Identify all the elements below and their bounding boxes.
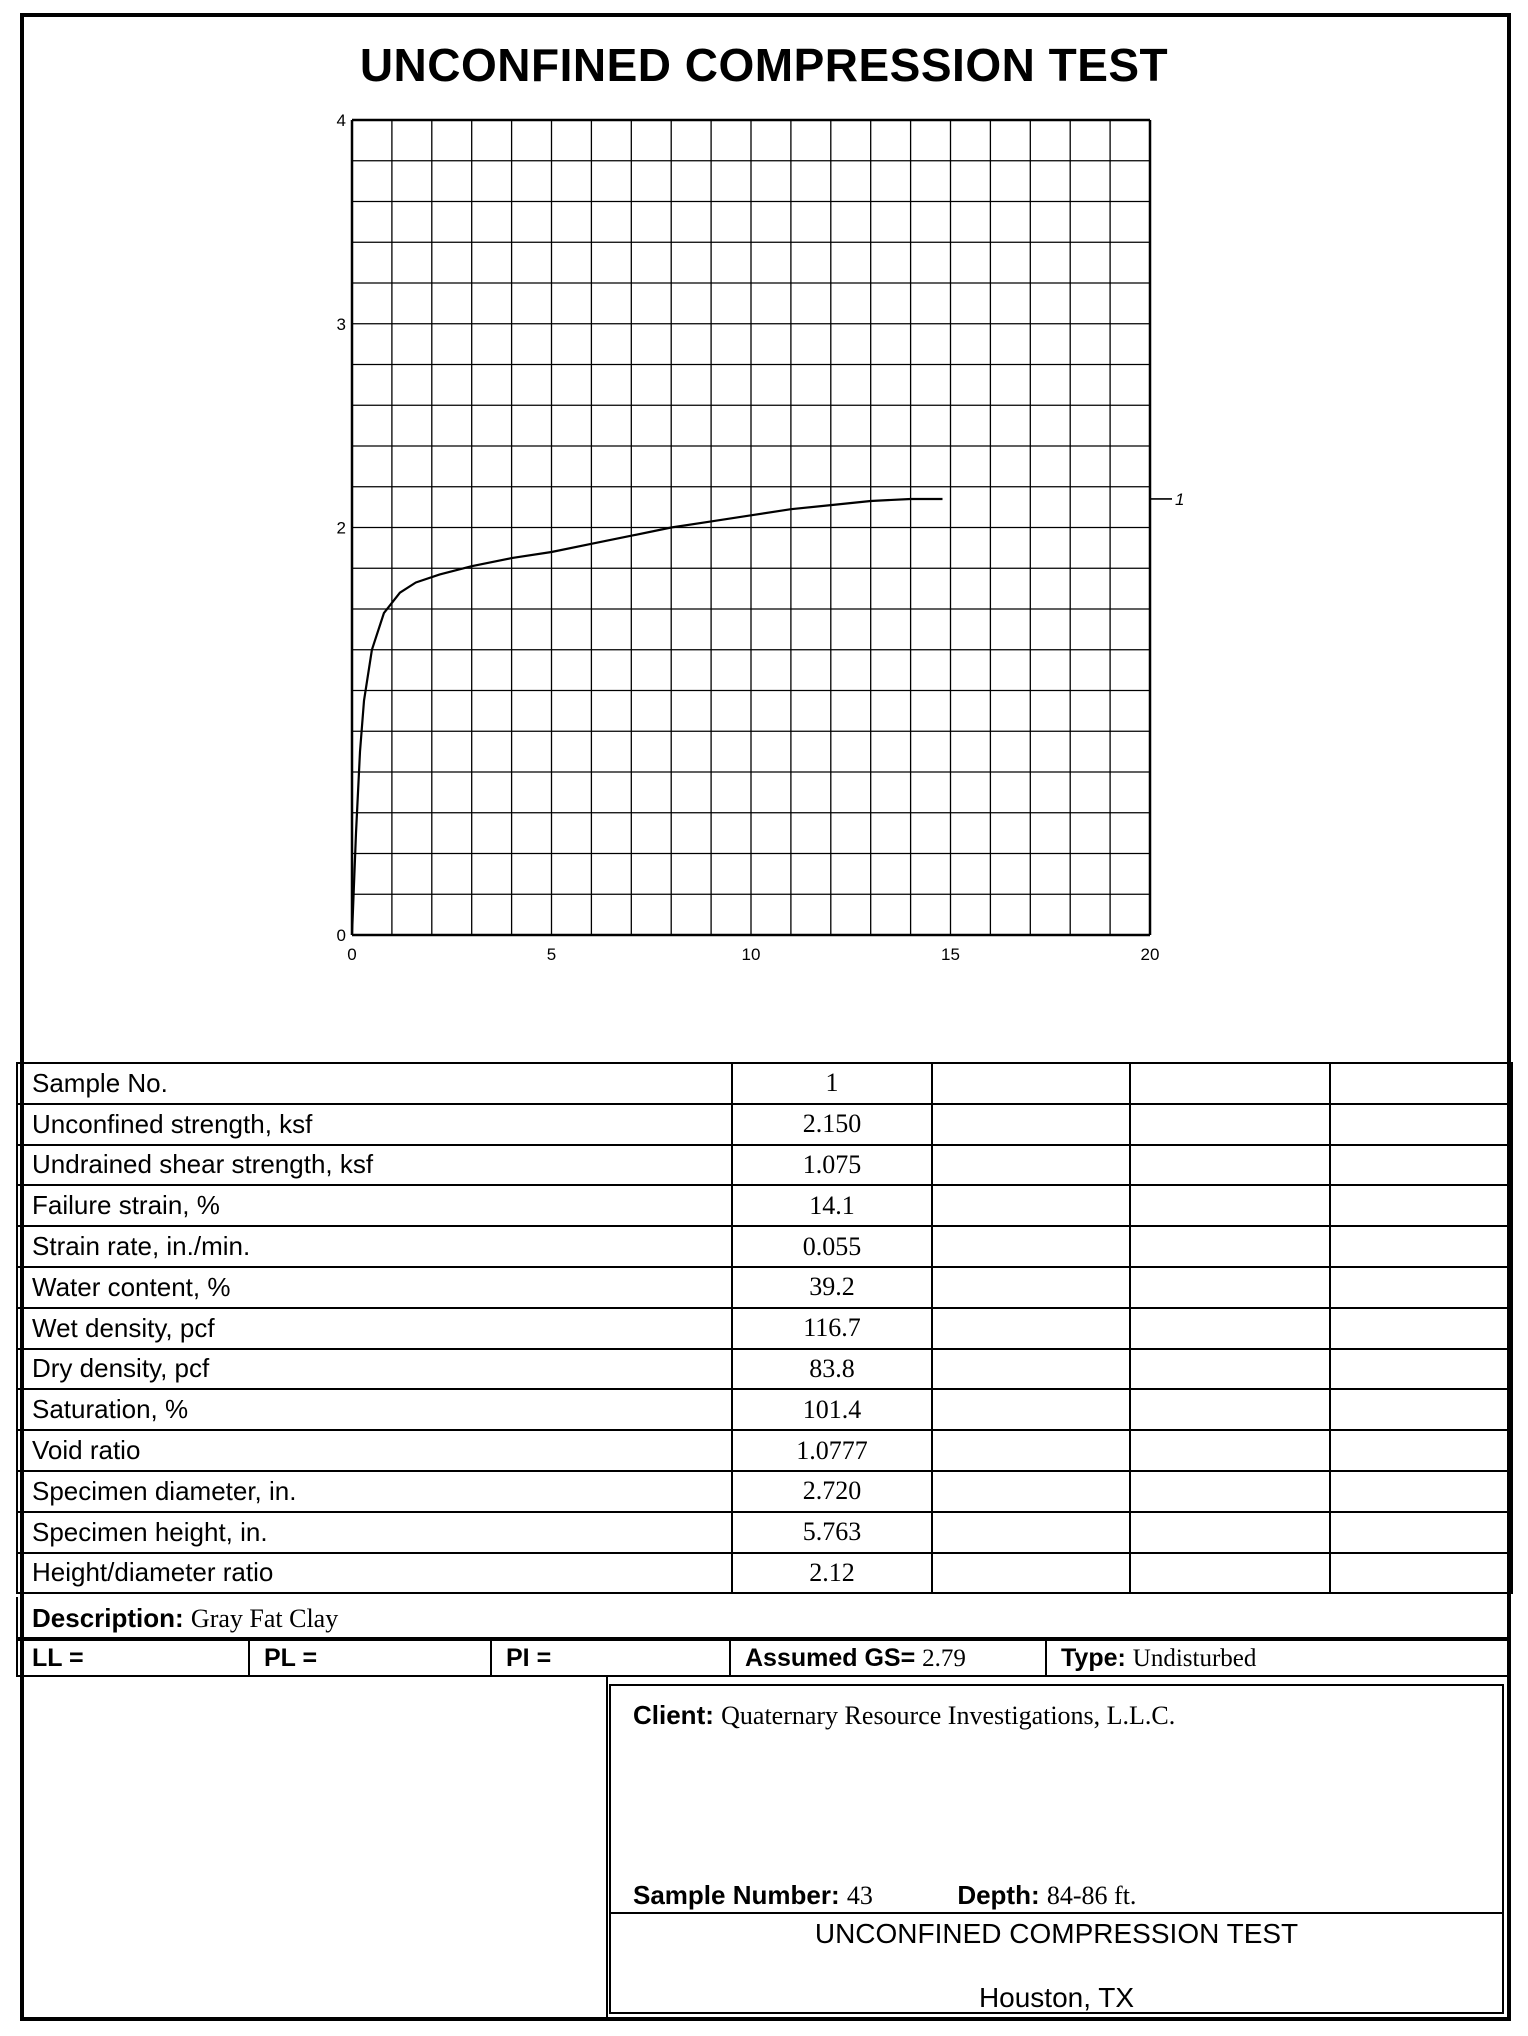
chart-series xyxy=(352,490,1184,935)
empty-cell xyxy=(1330,1267,1512,1308)
row-label: Height/diameter ratio xyxy=(17,1553,732,1594)
row-label: Failure strain, % xyxy=(17,1185,732,1226)
sample-number-label: Sample Number: xyxy=(633,1880,840,1910)
pi-cell: PI = xyxy=(492,1641,731,1675)
empty-cell xyxy=(932,1145,1130,1186)
row-value: 1 xyxy=(732,1063,932,1104)
x-tick-label: 0 xyxy=(347,945,357,964)
empty-cell xyxy=(932,1226,1130,1267)
table-row xyxy=(17,1308,1512,1349)
empty-cell xyxy=(1330,1104,1512,1145)
type-cell xyxy=(1047,1641,1509,1675)
row-value: 14.1 xyxy=(732,1185,932,1226)
empty-cell xyxy=(1130,1512,1330,1553)
empty-cell xyxy=(1130,1104,1330,1145)
gs-value: 2.79 xyxy=(922,1645,966,1672)
y-tick-label: 3 xyxy=(336,314,346,334)
x-tick-label: 20 xyxy=(1140,945,1160,964)
client-box xyxy=(609,1684,1504,2014)
empty-cell xyxy=(1330,1430,1512,1471)
row-label: Specimen height, in. xyxy=(17,1512,732,1553)
empty-cell xyxy=(1330,1349,1512,1390)
table-row xyxy=(17,1430,1512,1471)
depth-label: Depth: xyxy=(957,1880,1040,1910)
description-label: Description: xyxy=(32,1603,184,1633)
row-label: Void ratio xyxy=(17,1430,732,1471)
empty-cell xyxy=(1130,1471,1330,1512)
x-tick-label: 10 xyxy=(741,945,761,964)
description-value: Gray Fat Clay xyxy=(190,1604,339,1633)
empty-cell xyxy=(1130,1226,1330,1267)
empty-cell xyxy=(1330,1308,1512,1349)
table-row xyxy=(17,1389,1512,1430)
empty-cell xyxy=(1130,1063,1330,1104)
row-value: 5.763 xyxy=(732,1512,932,1553)
empty-cell xyxy=(1330,1145,1512,1186)
chart-grid xyxy=(352,120,1150,935)
empty-cell xyxy=(932,1063,1130,1104)
empty-cell xyxy=(1130,1553,1330,1594)
stress-strain-chart xyxy=(0,0,1528,1000)
table-row xyxy=(17,1267,1512,1308)
table-row xyxy=(17,1471,1512,1512)
table-row xyxy=(17,1349,1512,1390)
chart-tick-labels xyxy=(337,111,1160,964)
empty-cell xyxy=(1330,1063,1512,1104)
table-row xyxy=(17,1226,1512,1267)
gs-label: Assumed GS= xyxy=(745,1644,916,1672)
row-value: 1.0777 xyxy=(732,1430,932,1471)
row-value: 101.4 xyxy=(732,1389,932,1430)
empty-cell xyxy=(932,1104,1130,1145)
y-tick-label: 4 xyxy=(336,111,346,130)
empty-cell xyxy=(1130,1389,1330,1430)
results-table xyxy=(16,1062,1513,1594)
row-label: Unconfined strength, ksf xyxy=(17,1104,732,1145)
row-value: 2.150 xyxy=(732,1104,932,1145)
empty-cell xyxy=(1130,1349,1330,1390)
footer-divider xyxy=(606,1677,608,2017)
row-label: Dry density, pcf xyxy=(17,1349,732,1390)
y-tick-label: 0 xyxy=(336,926,346,945)
pl-cell: PL = xyxy=(250,1641,492,1675)
row-value: 83.8 xyxy=(732,1349,932,1390)
row-label: Wet density, pcf xyxy=(17,1308,732,1349)
row-value: 2.12 xyxy=(732,1553,932,1594)
row-value: 2.720 xyxy=(732,1471,932,1512)
row-label: Specimen diameter, in. xyxy=(17,1471,732,1512)
gs-cell xyxy=(731,1641,1047,1675)
client-value: Quaternary Resource Investigations, L.L.C. xyxy=(721,1701,1176,1730)
empty-cell xyxy=(932,1553,1130,1594)
empty-cell xyxy=(1330,1226,1512,1267)
table-row xyxy=(17,1553,1512,1594)
client-line xyxy=(633,1700,1175,1731)
report-city: Houston, TX xyxy=(978,1982,1135,2013)
sample-line xyxy=(633,1880,1136,1911)
row-label: Sample No. xyxy=(17,1063,732,1104)
page-title: UNCONFINED COMPRESSION TEST xyxy=(359,39,1169,91)
info-divider xyxy=(611,1912,1502,1914)
empty-cell xyxy=(1130,1145,1330,1186)
type-label: Type: xyxy=(1061,1644,1126,1672)
empty-cell xyxy=(932,1267,1130,1308)
row-value: 116.7 xyxy=(732,1308,932,1349)
report-title: UNCONFINED COMPRESSION TEST xyxy=(814,1918,1299,1949)
table-row xyxy=(17,1145,1512,1186)
empty-cell xyxy=(932,1389,1130,1430)
empty-cell xyxy=(1130,1430,1330,1471)
row-label: Saturation, % xyxy=(17,1389,732,1430)
empty-cell xyxy=(932,1471,1130,1512)
empty-cell xyxy=(1330,1512,1512,1553)
ll-cell: LL = xyxy=(18,1641,250,1675)
depth-value: 84-86 ft. xyxy=(1046,1881,1137,1910)
x-tick-label: 5 xyxy=(546,945,557,964)
description-row xyxy=(16,1597,1511,1639)
empty-cell xyxy=(1130,1267,1330,1308)
empty-cell xyxy=(932,1512,1130,1553)
series-tag-label: 1 xyxy=(1175,489,1185,509)
row-value: 39.2 xyxy=(732,1267,932,1308)
table-row xyxy=(17,1104,1512,1145)
empty-cell xyxy=(932,1430,1130,1471)
type-value: Undisturbed xyxy=(1132,1645,1257,1672)
row-label: Water content, % xyxy=(17,1267,732,1308)
empty-cell xyxy=(1330,1471,1512,1512)
empty-cell xyxy=(1130,1308,1330,1349)
empty-cell xyxy=(1130,1185,1330,1226)
empty-cell xyxy=(1330,1185,1512,1226)
y-tick-label: 2 xyxy=(336,518,346,538)
table-row xyxy=(17,1512,1512,1553)
x-tick-label: 15 xyxy=(941,945,960,964)
client-label: Client: xyxy=(633,1700,714,1730)
empty-cell xyxy=(1330,1553,1512,1594)
row-value: 1.075 xyxy=(732,1145,932,1186)
row-label: Undrained shear strength, ksf xyxy=(17,1145,732,1186)
table-row xyxy=(17,1185,1512,1226)
empty-cell xyxy=(932,1308,1130,1349)
limits-row xyxy=(16,1639,1511,1677)
row-value: 0.055 xyxy=(732,1226,932,1267)
empty-cell xyxy=(1330,1389,1512,1430)
table-row xyxy=(17,1063,1512,1104)
empty-cell xyxy=(932,1185,1130,1226)
empty-cell xyxy=(932,1349,1130,1390)
series-line-1 xyxy=(352,499,943,935)
sample-number-value: 43 xyxy=(846,1881,873,1910)
row-label: Strain rate, in./min. xyxy=(17,1226,732,1267)
